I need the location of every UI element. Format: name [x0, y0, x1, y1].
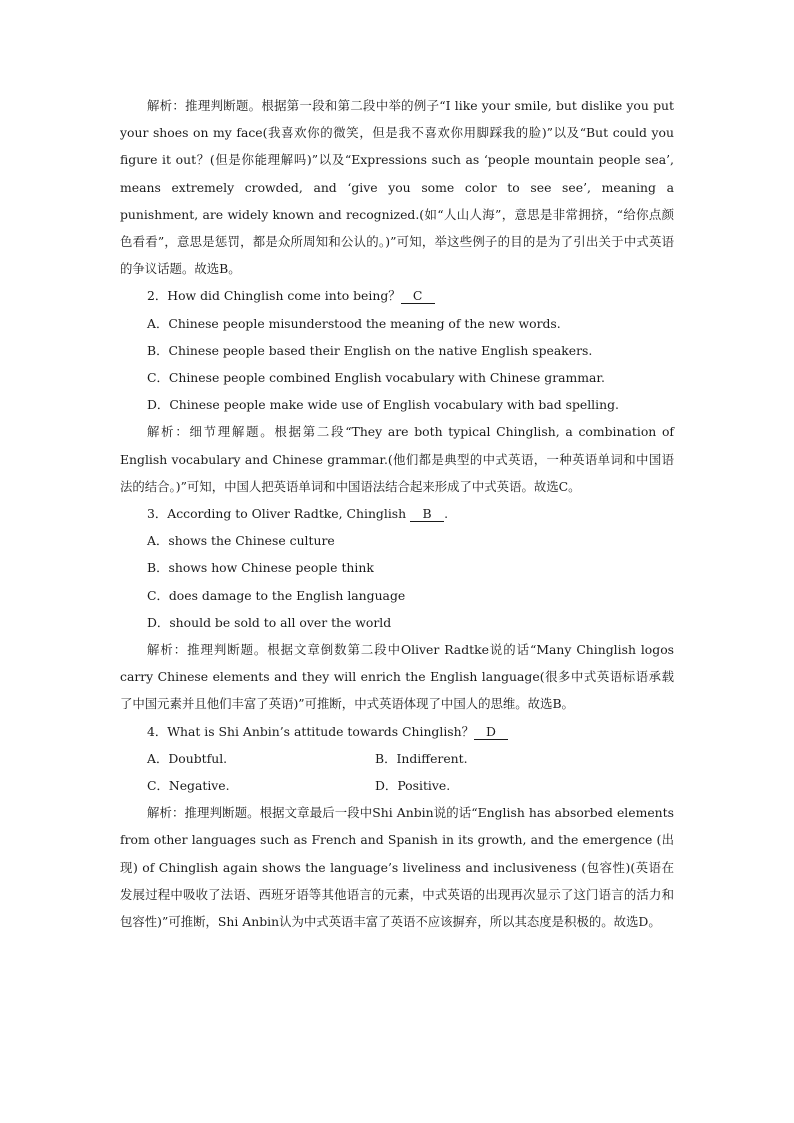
- analysis-label: 解析：: [147, 98, 186, 113]
- q4-option-b: B．Indifferent.: [375, 750, 468, 766]
- q3-option-a: A．shows the Chinese culture: [147, 533, 335, 549]
- analysis-text: 细节理解题。根据第二段“They are both typical Chinglish, a combination of English vocabulary and Chinese grammar.(他们都是典型的中式英语，一种英语单词和中国语法的结合。)”可知，中国人把英语单词和中国语法结合起来形成了中式英语。故选C。: [120, 424, 675, 494]
- q2-option-d: D．Chinese people make wide use of English vocabulary with bad spelling.: [147, 397, 619, 413]
- document-page: [120, 92, 674, 935]
- analysis-q4: [120, 799, 674, 935]
- analysis-q1: [120, 92, 674, 282]
- q4-option-a: A．Doubtful.: [147, 750, 228, 766]
- analysis-q3: [120, 636, 674, 718]
- q4-options-row-1: [120, 745, 674, 772]
- question-2-stem: 2．How did Chinglish come into being？ C: [120, 282, 674, 309]
- answer-blank-q3: B: [410, 506, 444, 522]
- analysis-text: 推理判断题。根据文章倒数第二段中Oliver Radtke说的话“Many Chinglish logos carry Chinese elements and they will enrich the English language(很多中式英语标语承载了中国元素并且他们丰富了英语)”可推断，中式英语体现了中国人的思维。故选B。: [120, 642, 675, 712]
- q2-option-a: A．Chinese people misunderstood the meaning of the new words.: [147, 315, 561, 331]
- analysis-q2: [120, 418, 674, 500]
- answer-blank-q4: D: [474, 724, 508, 740]
- analysis-label: 解析：: [147, 805, 185, 821]
- q2-option-b: B．Chinese people based their English on the native English speakers.: [147, 342, 593, 358]
- analysis-label: 解析：: [147, 642, 188, 658]
- q4-options-row-2: [120, 772, 674, 799]
- q3-option-d: D．should be sold to all over the world: [147, 614, 392, 630]
- question-3-stem: 3．According to Oliver Radtke, Chinglish B .: [147, 506, 449, 522]
- q3-option-c: C．does damage to the English language: [147, 587, 406, 603]
- q2-option-c: C．Chinese people combined English vocabulary with Chinese grammar.: [147, 370, 605, 386]
- q4-option-d: D．Positive.: [375, 778, 451, 794]
- analysis-label: 解析：: [147, 424, 190, 440]
- q3-option-b: B．shows how Chinese people think: [147, 560, 374, 576]
- question-4-stem: 4．What is Shi Anbin’s attitude towards Chinglish？ D: [120, 718, 674, 745]
- q4-option-c: C．Negative.: [147, 778, 230, 794]
- answer-blank-q2: C: [401, 288, 435, 304]
- analysis-text: 推理判断题。根据文章最后一段中Shi Anbin说的话“English has absorbed elements from other languages such as French and Spanish in its growth, and the emergence (出现) of Chinglish again shows the language’s liveliness and inclusiveness (包容性)(英语在发展过程中吸收了法语、西班牙语等其他语言的元素，中式英语的出现再次显示了这门语言的活力和包容性)”可推断，Shi Anbin认为中式英语丰富了英语不应该摒弃，所以其态度是积极的。故选D。: [120, 805, 674, 930]
- analysis-text: 推理判断题。根据第一段和第二段中举的例子“I like your smile, but dislike you put your shoes on my face(我喜欢你的微笑，但是我不喜欢你用脚踩我的脸)”以及“But could you figure it out？(但是你能理解吗)”以及“Expressions such as ‘people mountain people sea’, means extremely crowded, and ‘give you some color to see see’, meaning a punishment, are widely known and recognized.(如“人山人海”，意思是非常拥挤，“给你点颜色看看”，意思是惩罚，都是众所周知和公认的。)”可知，举这些例子的目的是为了引出关于中式英语的争议话题。故选B。: [120, 98, 674, 277]
